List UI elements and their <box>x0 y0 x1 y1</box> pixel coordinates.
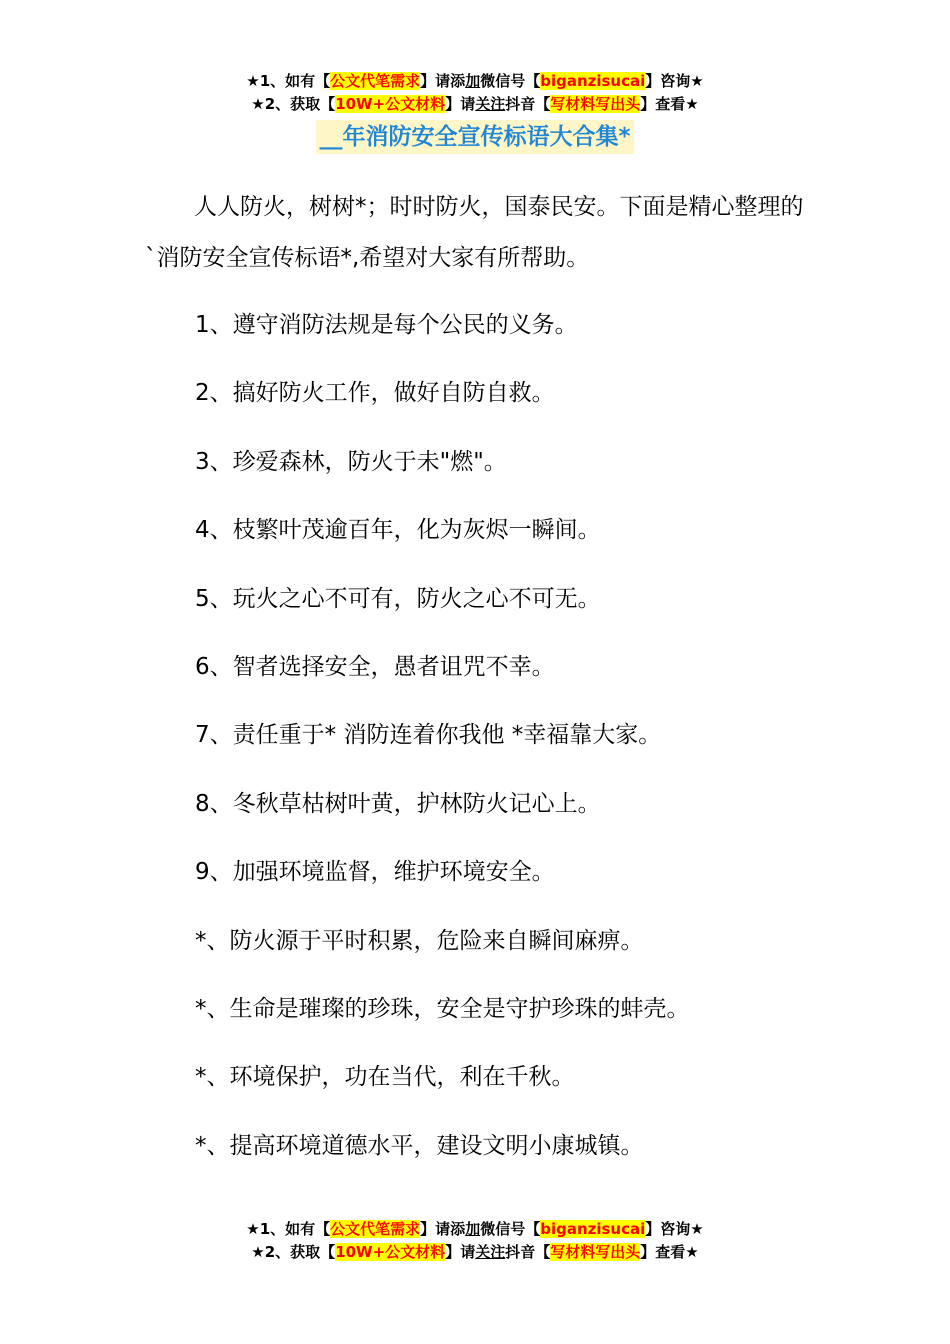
slogan-item: *、环境保护，功在当代，利在千秋。 <box>195 1064 575 1091</box>
slogan-item: 8、冬秋草枯树叶黄，护林防火记心上。 <box>195 790 601 817</box>
slogan-item: 6、智者选择安全，愚者诅咒不幸。 <box>195 653 555 680</box>
banner-line-1 <box>0 70 950 93</box>
banner-highlight: 公文代笔需求 <box>330 1220 421 1238</box>
slogan-item: *、防火源于平时积累，危险来自瞬间麻痹。 <box>195 927 644 954</box>
banner-text: ★1、如有【 <box>246 1220 331 1238</box>
banner-text: ★1、如有【 <box>246 72 331 90</box>
banner-line-2 <box>0 1241 950 1264</box>
banner-text: 抖音【 <box>505 95 551 113</box>
banner-text: 抖音【 <box>505 1243 551 1261</box>
slogan-item: 3、珍爱森林，防火于未"燃"。 <box>195 448 507 475</box>
document-title: __年消防安全宣传标语大合集* <box>316 120 633 154</box>
banner-text: 】查看★ <box>640 1243 699 1261</box>
banner-text: 】查看★ <box>640 95 699 113</box>
banner-line-1 <box>0 1218 950 1241</box>
banner-text: 】请 <box>445 1243 476 1261</box>
intro-paragraph: 人人防火，树树*；时时防火，国泰民安。下面是精心整理的`消防安全宣传标语*,希望对大家有所帮助。 <box>145 194 804 271</box>
banner-underlined-text: 加 <box>465 72 481 90</box>
banner-text: ★2、获取【 <box>251 95 336 113</box>
banner-text: 微信号【 <box>480 72 541 90</box>
slogan-item: 1、遵守消防法规是每个公民的义务。 <box>195 312 578 338</box>
banner-text: 】咨询★ <box>645 1220 704 1238</box>
slogan-list <box>195 305 835 1194</box>
slogan-item: 4、枝繁叶茂逾百年，化为灰烬一瞬间。 <box>195 517 601 544</box>
banner-line-2 <box>0 93 950 116</box>
title-container <box>0 120 950 154</box>
banner-douyin-id: 写材料写出头 <box>550 1243 641 1261</box>
banner-underlined-text: 关注 <box>475 1243 506 1261</box>
banner-highlight: 10W+公文材料 <box>335 95 446 113</box>
footer-banner <box>0 1218 950 1264</box>
slogan-item: 5、玩火之心不可有，防火之心不可无。 <box>195 585 601 612</box>
banner-douyin-id: 写材料写出头 <box>550 95 641 113</box>
banner-highlight: 公文代笔需求 <box>330 72 421 90</box>
header-banner <box>0 70 950 116</box>
banner-wechat-id: biganzisucai <box>540 72 646 90</box>
banner-underlined-text: 加 <box>465 1220 481 1238</box>
slogan-item: 7、责任重于* 消防连着你我他 *幸福靠大家。 <box>195 722 662 749</box>
slogan-item: 9、加强环境监督，维护环境安全。 <box>195 859 555 886</box>
slogan-item: 2、搞好防火工作，做好自防自救。 <box>195 380 555 407</box>
banner-text: 】请添 <box>420 1220 466 1238</box>
banner-underlined-text: 关注 <box>475 95 506 113</box>
banner-text: 】请添 <box>420 72 466 90</box>
slogan-item: *、提高环境道德水平，建设文明小康城镇。 <box>195 1132 644 1159</box>
slogan-item: *、生命是璀璨的珍珠，安全是守护珍珠的蚌壳。 <box>195 995 690 1022</box>
banner-text: ★2、获取【 <box>251 1243 336 1261</box>
banner-text: 】咨询★ <box>645 72 704 90</box>
banner-text: 微信号【 <box>480 1220 541 1238</box>
banner-wechat-id: biganzisucai <box>540 1220 646 1238</box>
banner-highlight: 10W+公文材料 <box>335 1243 446 1261</box>
banner-text: 】请 <box>445 95 476 113</box>
